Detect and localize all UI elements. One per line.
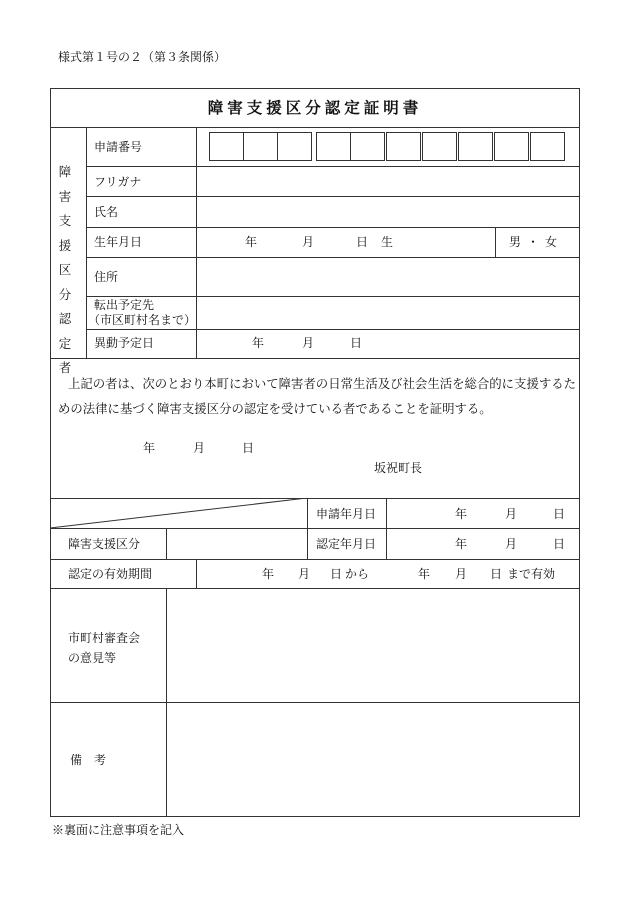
birth-date-year: 年 [245, 235, 258, 249]
title-divider [50, 127, 580, 128]
row-divider [86, 329, 580, 330]
digit-box[interactable] [458, 132, 493, 161]
label-support-category: 障害支援区分 [68, 537, 141, 551]
label-address: 住所 [94, 270, 119, 284]
validity-to-year: 年 [418, 567, 431, 581]
label-application-date: 申請年月日 [316, 507, 377, 521]
row-divider [86, 196, 580, 197]
certification-date-year: 年 [455, 537, 468, 551]
issue-date-year: 年 [143, 441, 156, 455]
validity-to-day: 日 [490, 567, 503, 581]
certificate-frame [50, 88, 580, 817]
certification-statement-line2: めの法律に基づく障害支援区分の認定を受けている者であることを証明する。 [58, 401, 492, 416]
validity-from-year: 年 [262, 567, 275, 581]
application-date-year: 年 [455, 507, 468, 521]
label-application-number: 申請番号 [94, 140, 143, 154]
digit-box[interactable] [243, 132, 278, 161]
application-date-month: 月 [505, 507, 518, 521]
row-divider [86, 257, 580, 258]
label-transfer-destination-note: （市区町村名まで） [88, 313, 197, 327]
validity-from-day: 日 [330, 567, 343, 581]
certification-date-day: 日 [553, 537, 566, 551]
issuer-name: 坂祝町長 [374, 461, 423, 475]
column-divider [166, 528, 167, 559]
label-furigana: フリガナ [94, 175, 142, 189]
row-divider [50, 588, 580, 589]
column-divider [196, 559, 197, 588]
document-title: 障害支援区分認定証明書 [207, 98, 423, 117]
diagonal-slash [50, 498, 307, 529]
issue-date-day: 日 [242, 441, 255, 455]
label-council-opinion-2: の意見等 [68, 651, 117, 665]
column-divider [307, 498, 308, 559]
row-divider [50, 559, 580, 560]
column-divider [495, 227, 496, 257]
digit-box[interactable] [350, 132, 385, 161]
change-date-year: 年 [252, 336, 265, 350]
row-divider [86, 227, 580, 228]
gender-options[interactable]: 男・女 [509, 235, 564, 249]
birth-date-month: 月 [302, 235, 315, 249]
digit-box[interactable] [209, 132, 244, 161]
birth-date-born: 生 [381, 235, 394, 249]
validity-to-suffix: まで有効 [507, 567, 556, 581]
column-divider [166, 588, 167, 817]
label-validity-period: 認定の有効期間 [68, 567, 153, 581]
label-name: 氏名 [94, 205, 119, 219]
footnote: ※裏面に注意事項を記入 [52, 823, 185, 837]
digit-box[interactable] [494, 132, 529, 161]
birth-date-day: 日 [356, 235, 369, 249]
change-date-month: 月 [302, 336, 315, 350]
column-divider [386, 498, 387, 559]
certification-statement-line1: 上記の者は、次のとおり本町において障害者の日常生活及び社会生活を総合的に支援するた [68, 376, 577, 391]
column-divider [86, 127, 87, 358]
label-remarks: 備 考 [70, 753, 107, 767]
row-divider [86, 296, 580, 297]
change-date-day: 日 [350, 336, 363, 350]
digit-box[interactable] [316, 132, 351, 161]
form-number: 様式第１号の２（第３条関係） [58, 50, 227, 64]
validity-from-suffix: から [345, 567, 370, 581]
section-divider [50, 358, 580, 359]
label-council-opinion: 市町村審査会 [68, 631, 141, 645]
label-change-date: 異動予定日 [94, 336, 155, 350]
row-divider [50, 702, 580, 703]
digit-box[interactable] [277, 132, 312, 161]
label-birth-date: 生年月日 [94, 235, 143, 249]
column-divider [196, 127, 197, 358]
digit-box[interactable] [422, 132, 457, 161]
digit-box[interactable] [386, 132, 421, 161]
digit-box[interactable] [530, 132, 565, 161]
certification-date-month: 月 [505, 537, 518, 551]
label-transfer-destination: 転出予定先 [94, 298, 155, 312]
application-date-day: 日 [553, 507, 566, 521]
validity-to-month: 月 [455, 567, 468, 581]
label-certification-date: 認定年月日 [316, 537, 377, 551]
section-label-applicant: 障 害 支 援 区 分 認 定 者 [58, 164, 72, 375]
issue-date-month: 月 [193, 441, 206, 455]
row-divider [86, 166, 580, 167]
validity-from-month: 月 [298, 567, 311, 581]
